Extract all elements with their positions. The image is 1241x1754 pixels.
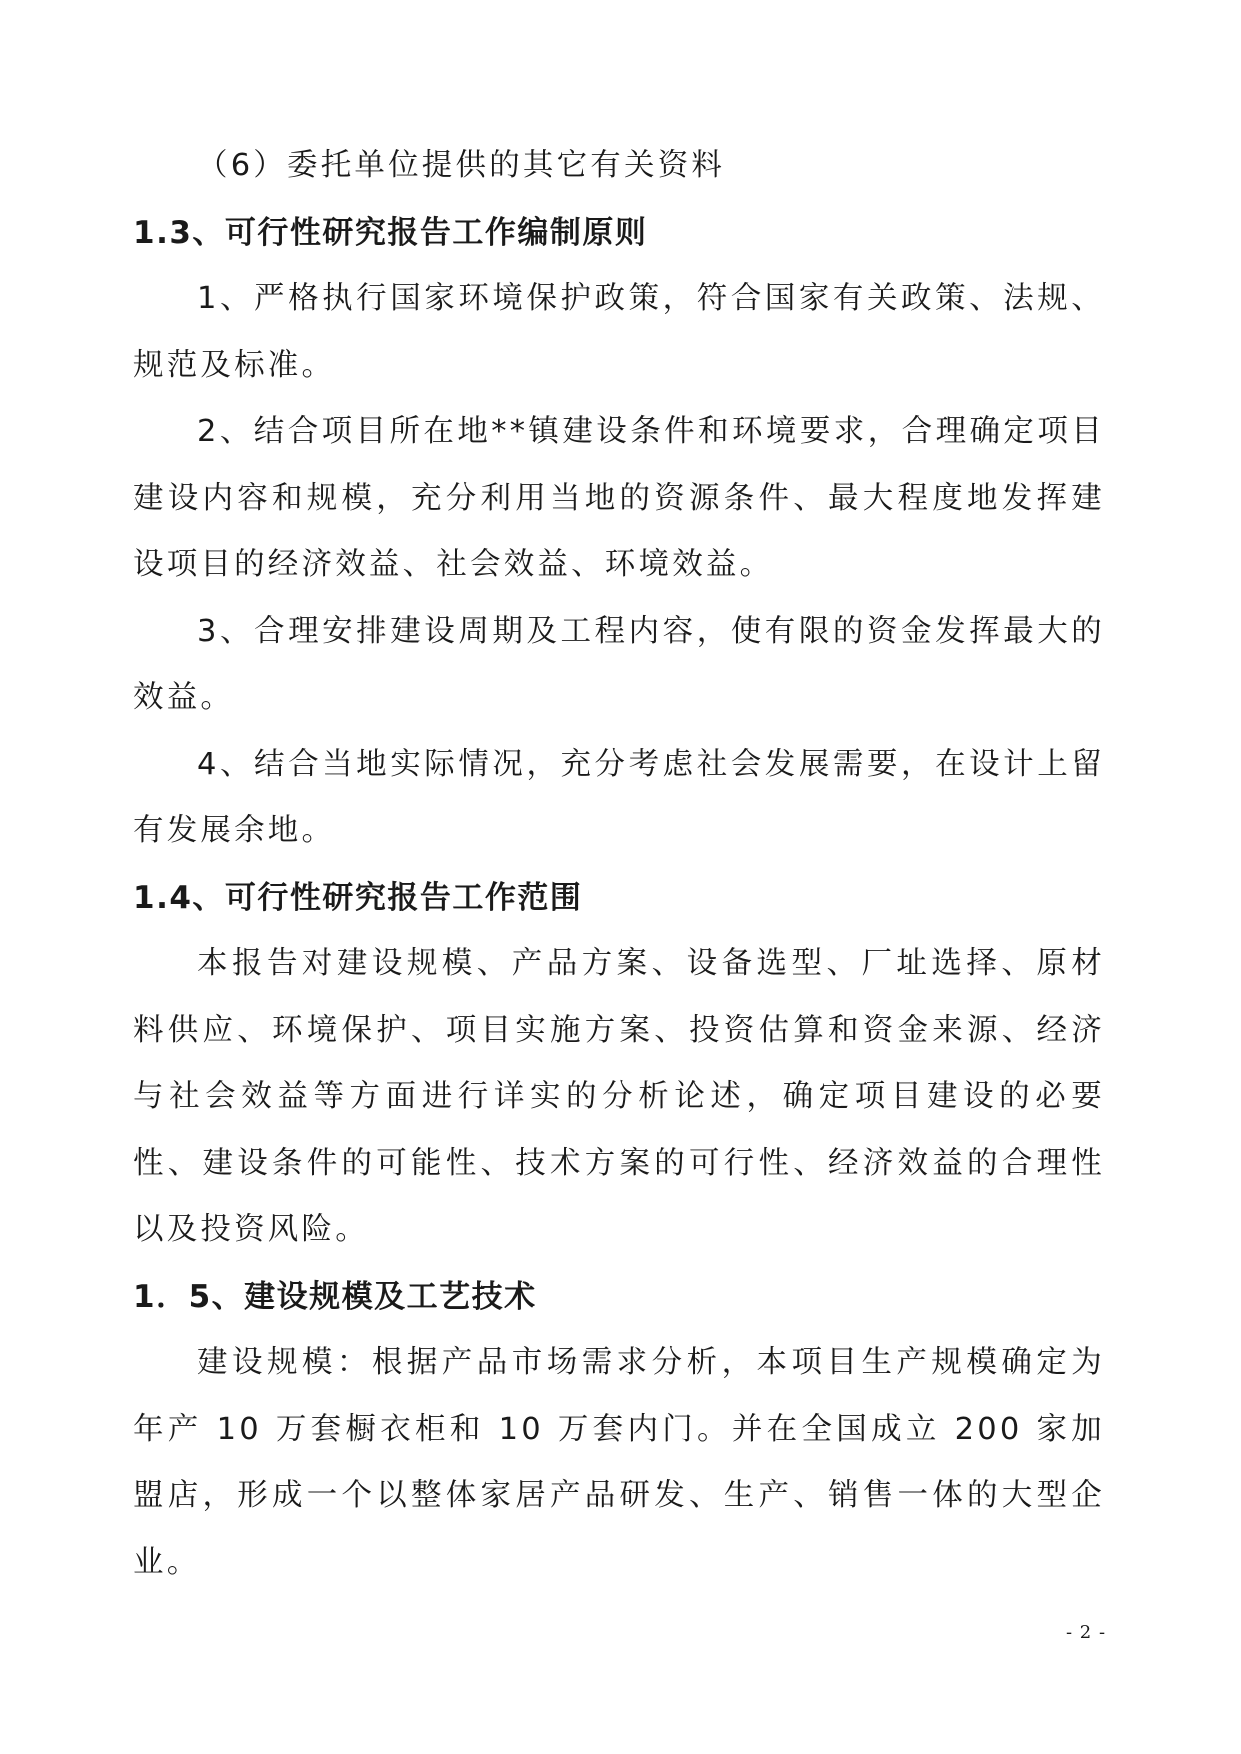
section-heading-1-3: 1.3、可行性研究报告工作编制原则 [133, 214, 648, 251]
paragraph-principle-4: 4、结合当地实际情况，充分考虑社会发展需要，在设计上留有发展余地。 [133, 746, 1105, 848]
paragraph-principle-3: 3、合理安排建设周期及工程内容，使有限的资金发挥最大的效益。 [133, 613, 1105, 715]
section-heading-1-4: 1.4、可行性研究报告工作范围 [133, 879, 583, 916]
page-body [133, 133, 1105, 1596]
page-number: - 2 - [1066, 1622, 1107, 1643]
paragraph-scope: 本报告对建设规模、产品方案、设备选型、厂址选择、原材料供应、环境保护、项目实施方案、投资估算和资金来源、经济与社会效益等方面进行详实的分析论述，确定项目建设的必要性、建设条件的可能性、技术方案的可行性、经济效益的合理性以及投资风险。 [133, 946, 1105, 1247]
paragraph-materials-6: （6）委托单位提供的其它有关资料 [197, 148, 726, 183]
section-heading-1-5: 1．5、建设规模及工艺技术 [133, 1278, 537, 1315]
paragraph-principle-1: 1、严格执行国家环境保护政策，符合国家有关政策、法规、规范及标准。 [133, 281, 1105, 383]
paragraph-principle-2: 2、结合项目所在地**镇建设条件和环境要求，合理确定项目建设内容和规模，充分利用当地的资源条件、最大程度地发挥建设项目的经济效益、社会效益、环境效益。 [133, 414, 1105, 582]
paragraph-construction-scale: 建设规模：根据产品市场需求分析，本项目生产规模确定为年产 10 万套橱衣柜和 10 万套内门。并在全国成立 200 家加盟店，形成一个以整体家居产品研发、生产、销售一体的大型企业。 [133, 1345, 1105, 1580]
